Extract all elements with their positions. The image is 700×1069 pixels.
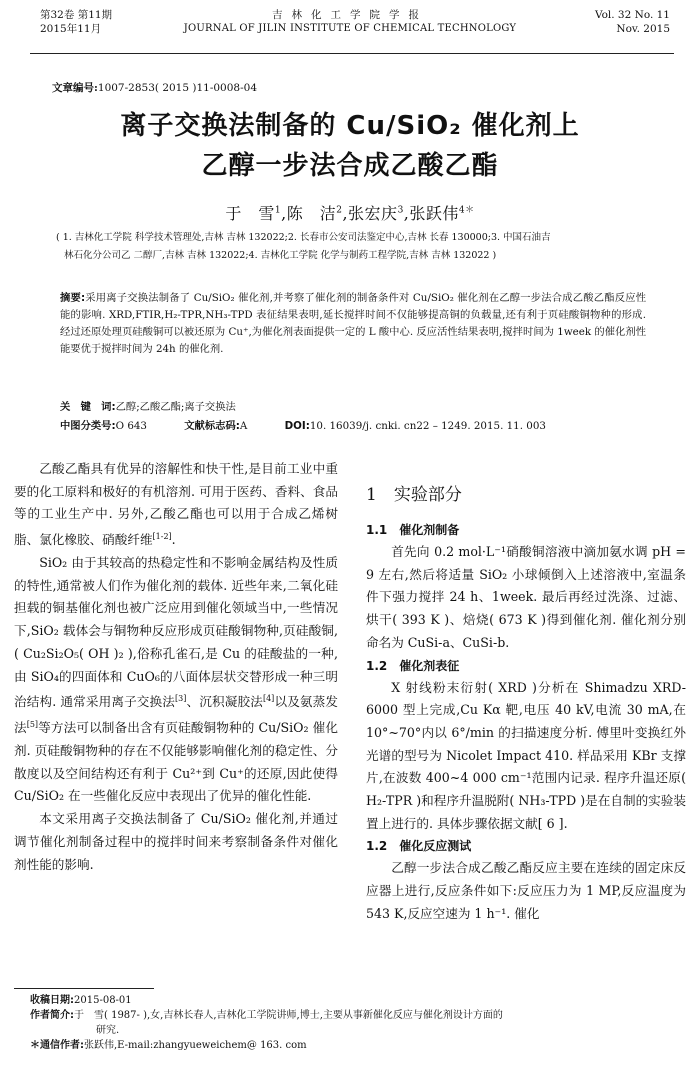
abstract-label: 摘要: [60,292,86,304]
header-rule [30,53,674,54]
author-bio [30,1008,670,1023]
subsection-heading: 1.1 催化剂制备 [366,523,460,537]
clc-label: 中图分类号: [60,420,116,432]
author-bio-label: 作者简介: [30,1010,74,1021]
paragraph [14,552,338,808]
body-right-column [366,479,686,926]
author-sup: 1 [274,205,282,216]
title-line-1: 离子交换法制备的 Cu/SiO₂ 催化剂上 [120,111,580,141]
body-left-column [14,458,338,876]
section-heading: 1 实验部分 [366,485,462,505]
author-bio-text: 于 雪( 1987- ),女,吉林长春人,吉林化工学院讲师,博士,主要从事新催化反应与催化剂设计方面的 [74,1010,503,1021]
paragraph-text: 、沉积凝胶法 [186,694,263,710]
paragraph-text: 等方法可以制备出含有页硅酸铜物种的 Cu/SiO₂ 催化剂. 页硅酸铜物种的存在不仅能够影响催化剂的稳定性、分散度以及空间结构还有利于 Cu²⁺到 Cu⁺的还原,因此使得 Cu/SiO₂ 在一些催化反应中表现出了优异的催化性能. [14,720,338,804]
author-bio-text: 研究. [96,1025,120,1036]
title-line-2: 乙醇一步法合成乙酸乙酯 [201,151,499,181]
paragraph: 乙醇一步法合成乙酸乙酯反应主要在连续的固定床反应器上进行,反应条件如下:反应压力为 1 MP,反应温度为 543 K,反应空速为 1 h⁻¹. 催化 [366,860,686,921]
paragraph-text: 乙酸乙酯具有优异的溶解性和快干性,是目前工业中重要的化工原料和极好的有机溶剂. 可用于医药、香料、食品等的工业生产中. 另外,乙酸乙酯也可以用于合成乙烯树脂、氯化橡胶、硝酸纤维 [14,461,338,548]
citation: [3] [175,694,187,704]
author-sup: 4＊ [458,205,475,216]
author: 于 雪 [225,204,275,223]
doc-code-value: A [239,420,248,432]
corresponding-text: 张跃伟,E-mail:zhangyueweichem@ 163. com [84,1040,307,1051]
author: 陈 洁 [286,204,337,223]
citation: [1-2] [152,532,172,542]
article-number-value: 1007-2853( 2015 )11-0008-04 [97,82,258,94]
corresponding-author [30,1038,670,1053]
paragraph-text: 以及氨蒸发法 [14,694,339,736]
author-list: 于 雪$^1$,陈 洁$^2$,张宏庆$^3$,张跃伟$^{4*}$ [225,204,475,223]
classification-row [60,417,660,432]
footnote-rule [14,988,154,989]
abstract [60,290,646,358]
author: 张宏庆 [348,204,398,223]
affiliation-line: ( 1. 吉林化工学院 科学技术管理处,吉林 吉林 132022;2. 长春市公安司法鉴定中心,吉林 长春 130000;3. 中国石油吉 [56,232,551,243]
author-sup: 2 [336,205,343,216]
abstract-text: 采用离子交换法制备了 Cu/SiO₂ 催化剂,并考察了催化剂的制备条件对 Cu/SiO₂ 催化剂在乙醇一步法合成乙酸乙酯反应性能的影响. XRD,FTIR,H₂-TPR,NH₃-TPD 表征结果表明,延长搅拌时间不仅能够提高铜的负载量,还有利于页硅酸铜物种的形成. 经过还原处理页硅酸铜可以被还原为 Cu⁺,为催化剂表面提供一定的 L 酸中心. 反应活性结果表明,搅拌时间为 1week 的催化剂性能要优于搅拌时间为 24h 的催化剂. [60,292,646,355]
citation: [4] [262,694,275,704]
doc-code-label: 文献标志码: [184,420,240,432]
paragraph: 本文采用离子交换法制备了 Cu/SiO₂ 催化剂,并通过调节催化剂制备过程中的搅拌时间来考察制备条件对催化剂性能的影响. [14,811,338,872]
paragraph-text: SiO₂ 由于其较高的热稳定性和不影响金属结构及性质的特性,通常被人们作为催化剂的载体. 近些年来,二氧化硅担载的铜基催化剂也被广泛应用到催化领域当中,一些情况下,SiO₂ 载体会与铜物种反应形成页硅酸铜物种,页硅酸铜,( Cu₂Si₂O₅( OH )₂ ),俗称孔雀石,是 Cu 的硅酸盐的一种,由 SiO₄的四面体和 CuO₆的八面体层状交替形成一种三明治结构. 通常采用离子交换法 [14,555,338,710]
received-value: 2015-08-01 [74,995,132,1006]
subsection-heading: 1.2 催化反应测试 [366,839,472,854]
affiliation-line: 林石化分公司乙 二醇厂,吉林 吉林 132022;4. 吉林化工学院 化学与制药工程学院,吉林 吉林 132022 ) [64,250,497,261]
article-number-label: 文章编号: [52,82,98,94]
keywords [60,398,236,413]
corresponding-label: ＊通信作者: [30,1040,84,1051]
affiliations [56,229,651,265]
doi-value: 10. 16039/j. cnki. cn22 – 1249. 2015. 11. 003 [309,420,546,432]
keywords-label: 关 键 词: [60,401,116,413]
journal-name-en: JOURNAL OF JILIN INSTITUTE OF CHEMICAL TECHNOLOGY [183,23,517,34]
footnotes [30,993,670,1053]
doi-label: DOI: [284,420,310,432]
header-volume-en [595,8,670,36]
received-date [30,993,670,1008]
volume-issue-cn: 第32卷 第11期 [40,9,113,21]
date-en: Nov. 2015 [616,23,670,35]
paragraph [14,458,338,552]
journal-name-cn: 吉林化工学院学报 [272,9,428,21]
date-cn: 2015年11月 [40,23,102,35]
keywords-text: 乙醇;乙酸乙酯;离子交换法 [115,401,236,413]
subsection-heading: 1.2 催化剂表征 [366,658,460,673]
author: 张跃伟 [409,204,459,223]
author-sup: 3 [397,205,404,216]
paragraph: X 射线粉末衍射( XRD )分析在 Shimadzu XRD-6000 型上完成,Cu Kα 靶,电压 40 kV,电流 30 mA,在 10°~70°内以 6°/min 的扫描速度分析. 傅里叶变换红外光谱的型号为 Nicolet Impact 410. 样品采用 KBr 支撑片,在波数 400~4 000 cm⁻¹范围内记录. 程序升温还原( H₂-TPR )和程序升温脱附( NH₃-TPD )是在自制的实验装置上进行的. 具体步骤依据文献[ 6 ]. [366,679,686,831]
clc-value: O 643 [115,420,147,432]
paragraph: 首先向 0.2 mol·L⁻¹硝酸铜溶液中滴加氨水调 pH = 9 左右,然后将适量 SiO₂ 小球倾倒入上述溶液中,室温条件下强力搅拌 24 h、1week. 最后再经过洗涤、过滤、烘干( 393 K )、焙烧( 673 K )得到催化剂. 催化剂分别命名为 CuSi-a、CuSi-b. [366,544,686,650]
paragraph-text: . [171,532,176,548]
received-label: 收稿日期: [30,995,74,1006]
citation: [5] [26,720,39,730]
article-number [52,80,257,95]
volume-issue-en: Vol. 32 No. 11 [594,9,670,21]
